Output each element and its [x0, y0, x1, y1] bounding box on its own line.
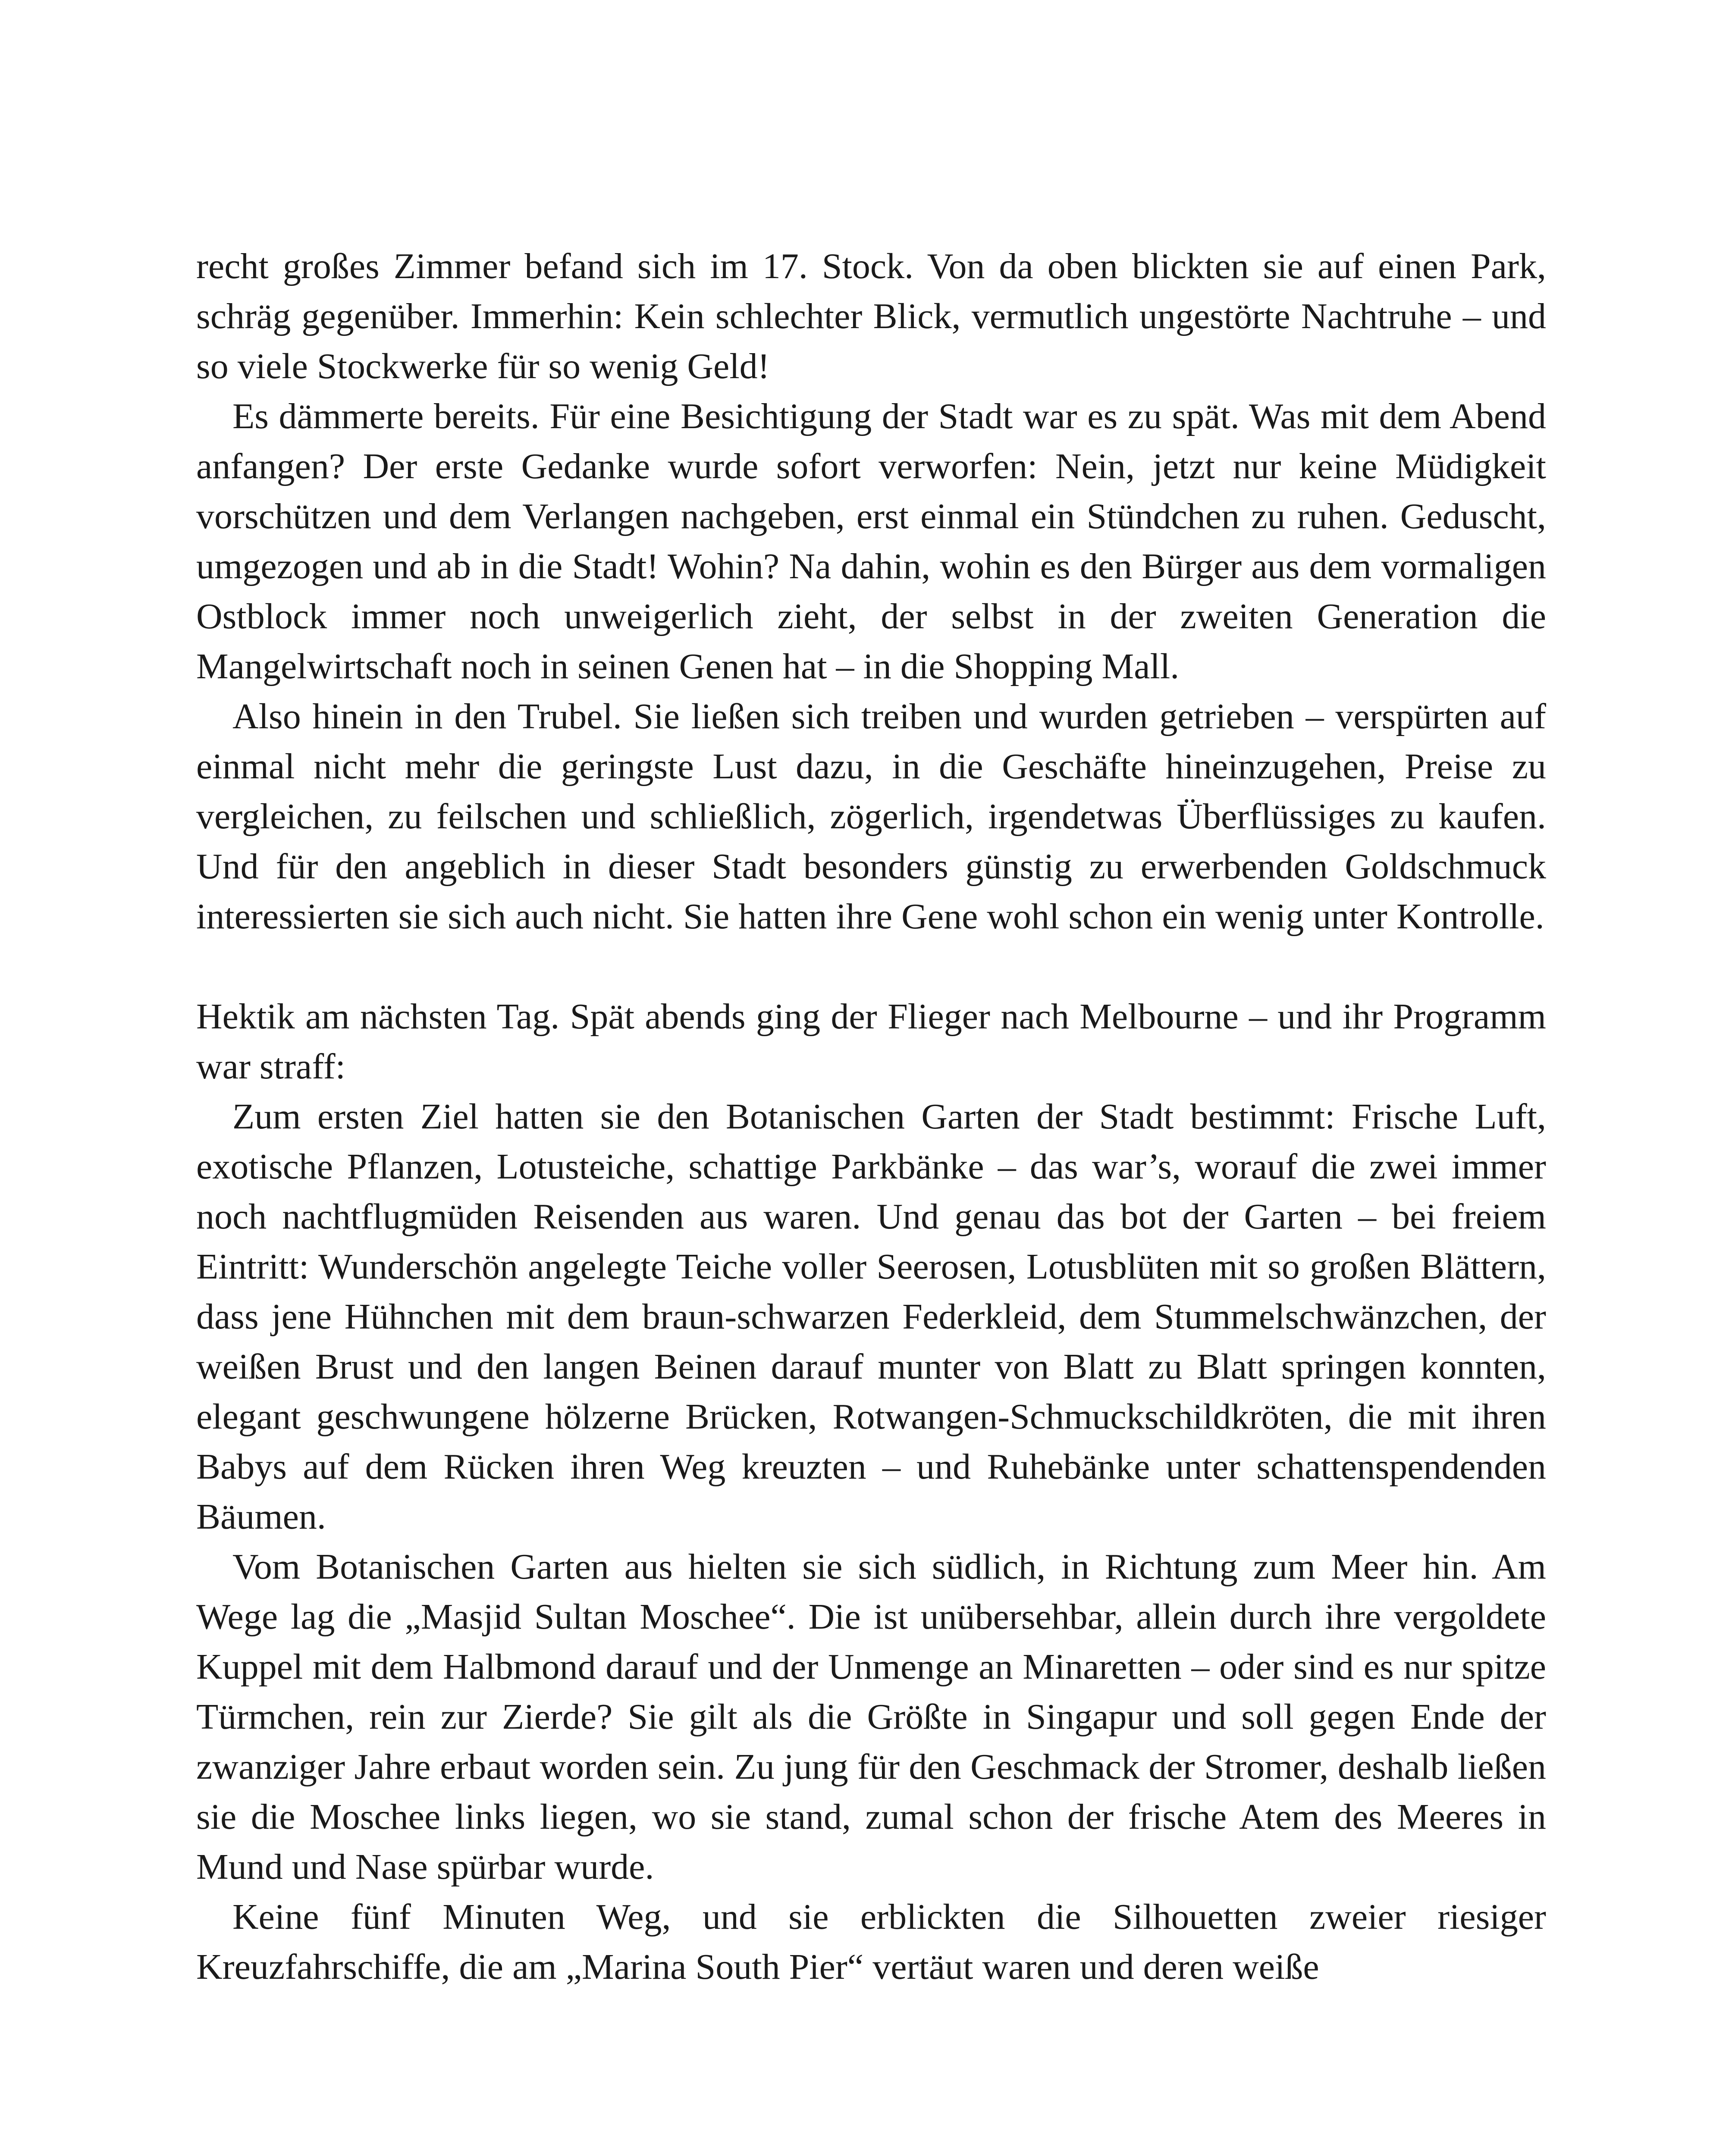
paragraph-3: Also hinein in den Trubel. Sie ließen sich treiben und wurden getrieben – verspürten auf einmal nicht mehr die geringste Lust dazu, in die Geschäfte hineinzugehen, Preise zu vergleichen, zu feilschen und schließlich, zögerlich, irgendetwas Überflüssiges zu kaufen. Und für den angeblich in dieser Stadt besonders günstig zu erwerbenden Goldschmuck interessierten sie sich auch nicht. Sie hatten ihre Gene wohl schon ein wenig unter Kontrolle. [196, 696, 1546, 937]
paragraph-2: Es dämmerte bereits. Für eine Besichtigung der Stadt war es zu spät. Was mit dem Abend anfangen? Der erste Gedanke wurde sofort verworfen: Nein, jetzt nur keine Müdigkeit vorschützen und dem Verlangen nachgeben, erst einmal ein Stündchen zu ruhen. Geduscht, umgezogen und ab in die Stadt! Wohin? Na dahin, wohin es den Bürger aus dem vormaligen Ostblock immer noch unweigerlich zieht, der selbst in der zweiten Generation die Mangelwirtschaft noch in seinen Genen hat – in die Shopping Mall. [196, 396, 1546, 686]
paragraph-7: Keine fünf Minuten Weg, und sie erblickten die Silhouetten zweier riesiger Kreuzfahrschiffe, die am „Marina South Pier“ vertäut waren und deren weiße [196, 1897, 1546, 1987]
paragraph-1: recht großes Zimmer befand sich im 17. Stock. Von da oben blickten sie auf einen Park, schräg gegenüber. Immerhin: Kein schlechter Blick, vermutlich ungestörte Nachtruhe – und so viele Stockwerke für so wenig Geld! [196, 246, 1546, 386]
body-text [196, 241, 1546, 1992]
paragraph-4: Hektik am nächsten Tag. Spät abends ging der Flieger nach Melbourne – und ihr Programm war straff: [196, 997, 1546, 1087]
paragraph-6: Vom Botanischen Garten aus hielten sie sich südlich, in Richtung zum Meer hin. Am Wege lag die „Masjid Sultan Moschee“. Die ist unübersehbar, allein durch ihre vergoldete Kuppel mit dem Halbmond darauf und der Unmenge an Minaretten – oder sind es nur spitze Türmchen, rein zur Zierde? Sie gilt als die Größte in Singapur und soll gegen Ende der zwanziger Jahre erbaut worden sein. Zu jung für den Geschmack der Stromer, deshalb ließen sie die Moschee links liegen, wo sie stand, zumal schon der frische Atem des Meeres in Mund und Nase spürbar wurde. [196, 1547, 1546, 1887]
paragraph-5: Zum ersten Ziel hatten sie den Botanischen Garten der Stadt bestimmt: Frische Luft, exotische Pflanzen, Lotusteiche, schattige Parkbänke – das war’s, worauf die zwei immer noch nachtflugmüden Reisenden aus waren. Und genau das bot der Garten – bei freiem Eintritt: Wunderschön angelegte Teiche voller Seerosen, Lotusblüten mit so großen Blättern, dass jene Hühnchen mit dem braun-schwarzen Federkleid, dem Stummelschwänzchen, der weißen Brust und den langen Beinen darauf munter von Blatt zu Blatt springen konnten, elegant geschwungene hölzerne Brücken, Rotwangen-Schmuckschildkröten, die mit ihren Babys auf dem Rücken ihren Weg kreuzten – und Ruhebänke unter schattenspendenden Bäumen. [196, 1097, 1546, 1537]
